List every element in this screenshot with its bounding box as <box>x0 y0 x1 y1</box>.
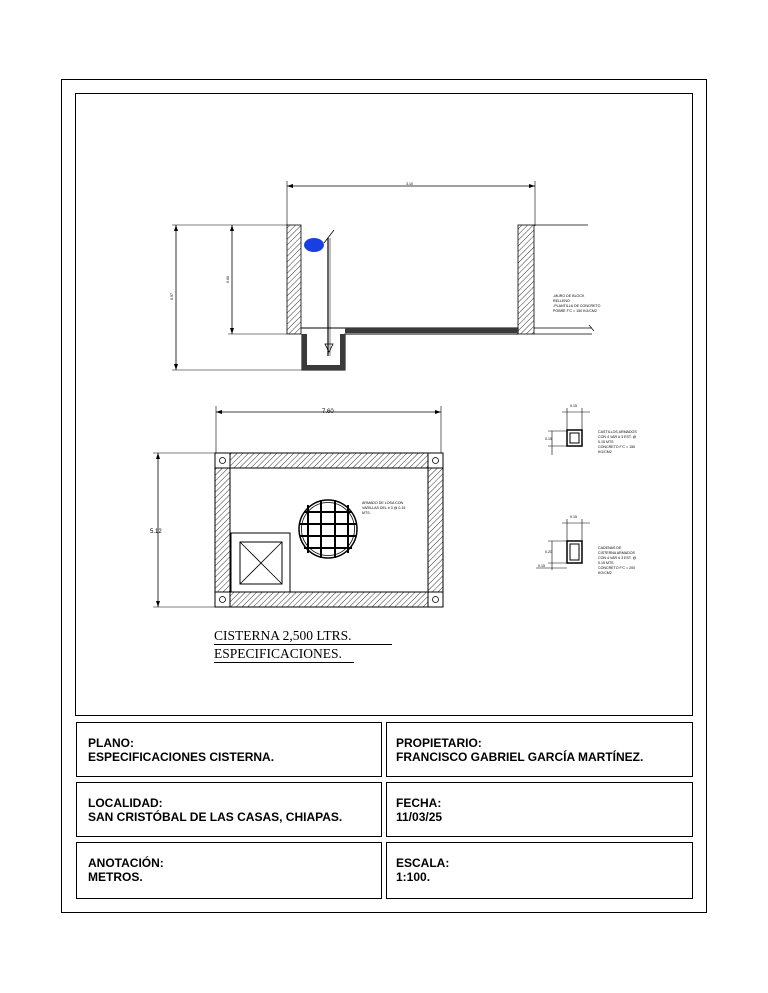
svg-text:-PLANTILLA DE CONCRETO: -PLANTILLA DE CONCRETO <box>553 304 601 308</box>
svg-text:0.15: 0.15 <box>545 437 552 441</box>
drawing-title <box>214 627 392 663</box>
cell-fecha <box>386 782 693 837</box>
svg-text:0.15: 0.15 <box>570 404 577 408</box>
section-pit <box>302 334 345 370</box>
section-wall-left <box>287 225 301 334</box>
cell-propietario <box>386 722 693 777</box>
svg-text:0.15: 0.15 <box>538 564 545 568</box>
cell-plano <box>76 722 382 777</box>
escala-label: ESCALA: <box>396 856 450 870</box>
svg-text:0.15 MTS: 0.15 MTS <box>598 440 614 444</box>
svg-text:KG/CM2: KG/CM2 <box>598 571 612 575</box>
svg-text:VARILLAS DEL # 3 @ 0.15: VARILLAS DEL # 3 @ 0.15 <box>362 506 406 510</box>
svg-text:CASTILLOS ARMADOS: CASTILLOS ARMADOS <box>598 430 637 434</box>
cell-anotacion <box>76 842 382 899</box>
svg-text:POBRE F'C = 150 KG/CM2: POBRE F'C = 150 KG/CM2 <box>553 309 597 313</box>
dim-plan-width: 7.60 <box>322 409 334 415</box>
svg-text:CON 4 VAR # 3 EST. @: CON 4 VAR # 3 EST. @ <box>598 435 637 439</box>
section-view <box>170 181 601 370</box>
note-castillo <box>598 430 637 454</box>
svg-text:CON 4 VAR # 3 EST. @: CON 4 VAR # 3 EST. @ <box>598 556 637 560</box>
dim-section-top: 3.10 <box>406 182 413 186</box>
castillo-detail <box>545 404 637 455</box>
svg-text:ARMADO DE LOSA CON: ARMADO DE LOSA CON <box>362 501 404 505</box>
cell-localidad <box>76 782 382 837</box>
propietario-label: PROPIETARIO: <box>396 736 482 750</box>
anotacion-value: METROS. <box>88 870 143 884</box>
cell-escala <box>386 842 693 899</box>
fecha-value: 11/03/25 <box>396 810 443 824</box>
dim-section-left-outer: 0.97 <box>170 293 174 300</box>
cadena-detail <box>536 515 637 575</box>
section-wall-right <box>518 225 534 334</box>
float-valve-icon <box>304 238 324 252</box>
plan-view <box>150 406 443 607</box>
note-wall <box>553 294 601 313</box>
svg-text:CONCRETO F'C = 200: CONCRETO F'C = 200 <box>598 566 636 570</box>
escala-value: 1:100. <box>396 870 431 884</box>
anotacion-label: ANOTACIÓN: <box>88 856 164 870</box>
svg-text:CISTERNA ARMADOS: CISTERNA ARMADOS <box>598 551 635 555</box>
fecha-label: FECHA: <box>396 796 442 810</box>
svg-text:0.15: 0.15 <box>570 515 577 519</box>
note-cadena <box>598 546 637 575</box>
propietario-value: FRANCISCO GABRIEL GARCÍA MARTÍNEZ. <box>396 750 644 764</box>
svg-text:RELLENO: RELLENO <box>553 299 570 303</box>
plano-value: ESPECIFICACIONES CISTERNA. <box>88 750 275 764</box>
localidad-value: SAN CRISTÓBAL DE LAS CASAS, CHIAPAS. <box>88 810 343 824</box>
svg-text:CONCRETO F'C = 150: CONCRETO F'C = 150 <box>598 445 636 449</box>
plan-subtitle: ESPECIFICACIONES. <box>214 645 354 663</box>
svg-text:CADENAS DE: CADENAS DE <box>598 546 622 550</box>
svg-text:0.15 MTS: 0.15 MTS <box>598 561 614 565</box>
dim-plan-height: 5.12 <box>150 529 162 535</box>
svg-text:KG/CM2: KG/CM2 <box>598 450 612 454</box>
plano-label: PLANO: <box>88 736 134 750</box>
svg-text:0.20: 0.20 <box>545 550 552 554</box>
svg-text:MTS.: MTS. <box>362 511 371 515</box>
localidad-label: LOCALIDAD: <box>88 796 163 810</box>
dim-section-left-inner: 0.60 <box>226 276 230 283</box>
svg-text:-MURO DE BLOCK: -MURO DE BLOCK <box>553 294 585 298</box>
plan-title: CISTERNA 2,500 LTRS. <box>214 627 392 645</box>
